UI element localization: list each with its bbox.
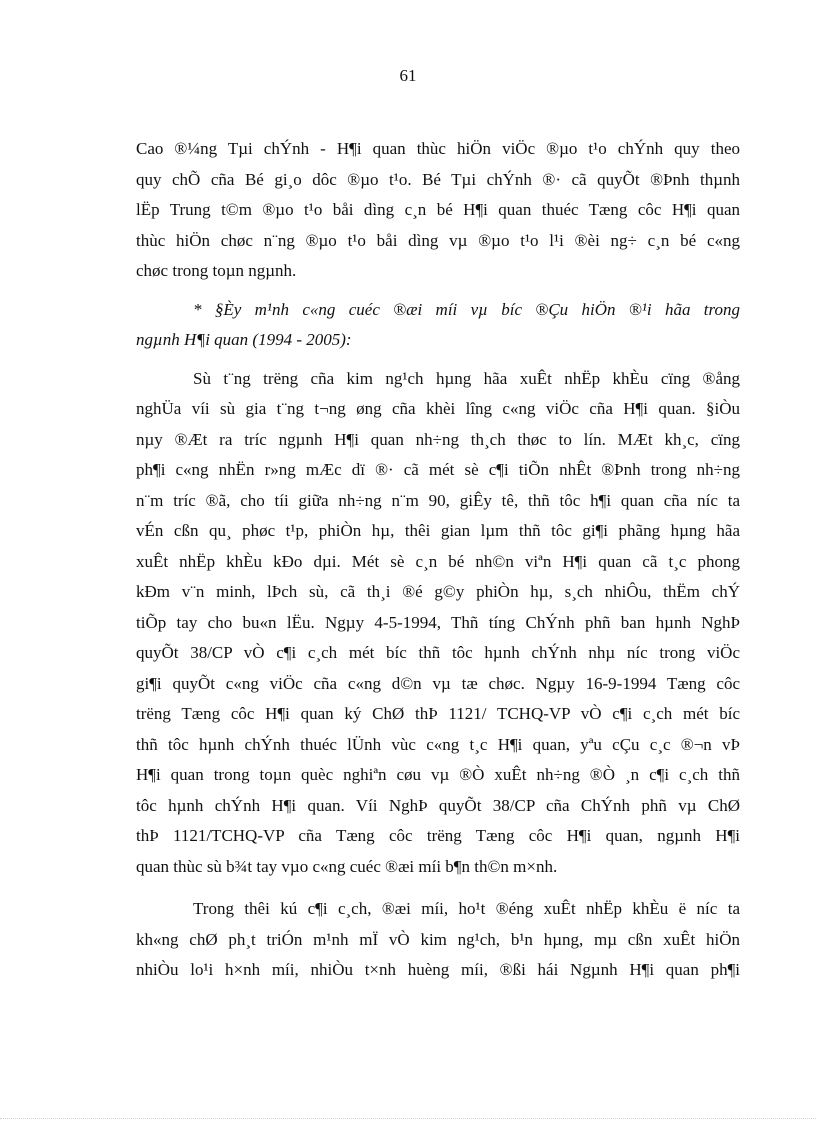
text-line: nhiÒu lo¹i h×nh míi, nhiÒu t×nh huèng míi, ®ßi hái Ngµnh H¶i quan ph¶i [136, 960, 740, 979]
text-line: xuÊt nhËp khÈu kÐo dµi. Mét sè c¸n bé nh©n viªn H¶i quan cã t¸c phong [136, 551, 740, 571]
text-line: trëng Tæng côc H¶i quan ký ChØ thÞ 1121/ TCHQ-VP vÒ c¶i c¸ch mét bíc [136, 704, 740, 723]
text-line: lËp Trung t©m ®µo t¹o båi dìng c¸n bé H¶i quan thuéc Tæng côc H¶i quan [136, 200, 740, 219]
text-line: thÞ 1121/TCHQ-VP cña Tæng côc trëng Tæng côc H¶i quan, ngµnh H¶i [136, 826, 740, 845]
text-line: Sù t¨ng trëng cña kim ng¹ch hµng hãa xuÊt nhËp khÈu cïng ®ång [193, 368, 740, 388]
text-line: n¨m tríc ®ã, cho tíi giữa nh÷ng n¨m 90, giÊy tê, thñ tôc h¶i quan cña níc ta [136, 490, 740, 510]
text-line: Cao ®¼ng Tµi chÝnh - H¶i quan thùc hiÖn viÖc ®µo t¹o chÝnh quy theo [136, 139, 740, 158]
section-heading [136, 295, 740, 356]
text-line: quy chÕ cña Bé gi¸o dôc ®µo t¹o. Bé Tµi chÝnh ®· cã quyÕt ®Þnh thµnh [136, 169, 740, 189]
text-line: Trong thêi kú c¶i c¸ch, ®æi míi, ho¹t ®éng xuÊt nhËp khÈu ë níc ta [193, 899, 740, 918]
text-line: chøc trong toµn ngµnh. [136, 261, 297, 280]
page-body [136, 134, 740, 986]
page-number: 61 [399, 66, 417, 85]
text-line: vÉn cßn qu¸ phøc t¹p, phiÒn hµ, thêi gian lµm thñ tôc gi¶i phãng hµng hãa [136, 521, 740, 540]
text-line: nghÜa víi sù gia t¨ng t¬ng øng cña khèi lîng c«ng viÖc cña H¶i quan. §iÒu [136, 399, 740, 418]
text-line: ngµnh H¶i quan (1994 - 2005): [136, 330, 352, 349]
paragraph-1 [136, 134, 740, 287]
text-line: quyÕt 38/CP vÒ c¶i c¸ch mét bíc thñ tôc hµnh chÝnh nhµ níc trong viÖc [136, 643, 740, 662]
text-line: thùc hiÖn chøc n¨ng ®µo t¹o båi dìng vµ ®µo t¹o l¹i ®èi ng÷ c¸n bé c«ng [136, 230, 740, 250]
text-line: quan thùc sù b¾t tay vµo c«ng cuéc ®æi míi b¶n th©n m×nh. [136, 856, 558, 876]
text-line: kÐm v¨n minh, lÞch sù, cã th¸i ®é g©y phiÒn hµ, s¸ch nhiÔu, thËm chÝ [136, 582, 740, 601]
paragraph-2 [136, 364, 740, 883]
text-line: * §Èy m¹nh c«ng cuéc ®æi míi vµ bíc ®Çu hiÖn ®¹i hãa trong [193, 299, 740, 319]
text-line: ph¶i c«ng nhËn r»ng mÆc dï ®· cã mét sè c¶i tiÕn nhÊt ®Þnh trong nh÷ng [136, 460, 740, 479]
text-line: gi¶i quyÕt c«ng viÖc cña c«ng d©n vµ tæ chøc. Ngµy 16-9-1994 Tæng côc [136, 673, 740, 693]
text-line: tôc hµnh chÝnh H¶i quan. Víi NghÞ quyÕt 38/CP cña ChÝnh phñ vµ ChØ [136, 795, 740, 815]
text-line: kh«ng chØ ph¸t triÓn m¹nh mÏ vÒ kim ng¹ch, b¹n hµng, mµ cßn xuÊt hiÖn [136, 929, 740, 949]
paragraph-3 [136, 894, 740, 986]
text-line: thñ tôc hµnh chÝnh thuéc lÜnh vùc c«ng t¸c H¶i quan, yªu cÇu c¸c ®¬n vÞ [136, 734, 740, 754]
text-line: nµy ®Æt ra tríc ngµnh H¶i quan nh÷ng th¸ch thøc to lín. MÆt kh¸c, cïng [136, 429, 740, 449]
text-line: tiÕp tay cho bu«n lËu. Ngµy 4-5-1994, Thñ tíng ChÝnh phñ ban hµnh NghÞ [136, 612, 740, 632]
page-bottom-divider [0, 1118, 816, 1119]
text-line: H¶i quan trong toµn quèc nghiªn cøu vµ ®Ò xuÊt nh÷ng ®Ò ¸n c¶i c¸ch thñ [136, 765, 740, 784]
